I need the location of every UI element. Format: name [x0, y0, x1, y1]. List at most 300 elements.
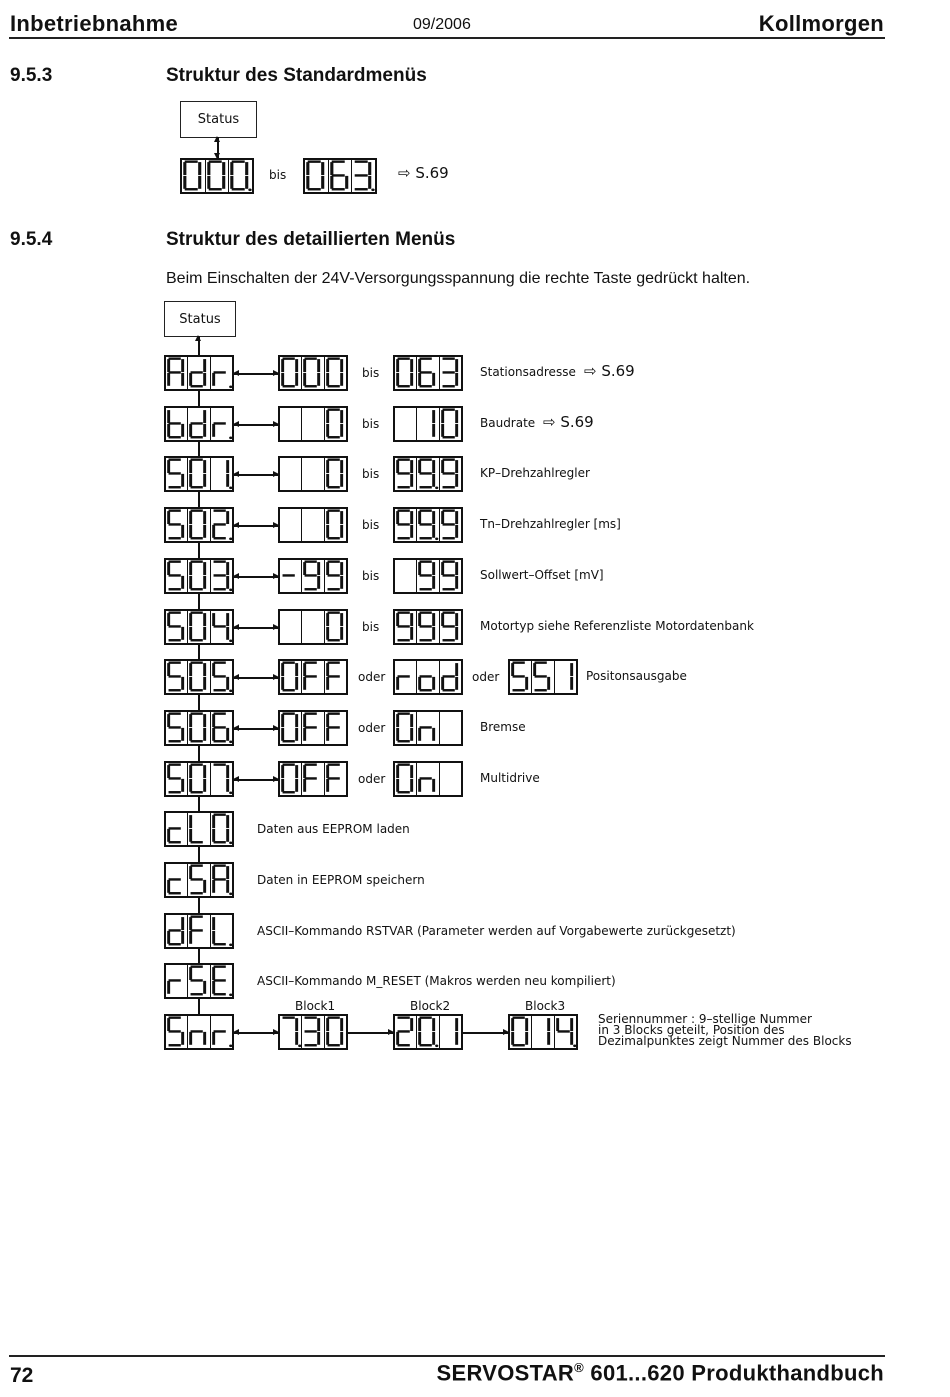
- display-digit: [395, 509, 417, 541]
- digit-glyph: [440, 357, 461, 389]
- serial-description: Seriennummer : 9–stellige Nummer: [598, 1012, 812, 1026]
- display-digit: [211, 864, 232, 896]
- display-digit: [211, 712, 232, 744]
- display-digit: [166, 1016, 188, 1048]
- page-reference: ⇨ S.69: [398, 164, 449, 182]
- decimal-point: [372, 188, 375, 191]
- display-digit: [211, 965, 232, 997]
- display-digit: [440, 560, 461, 592]
- display-digit: [440, 661, 461, 693]
- digit-glyph: [280, 509, 301, 541]
- footer-rule: [9, 1355, 885, 1357]
- digit-glyph: [440, 509, 461, 541]
- display-digit: [302, 357, 324, 389]
- digit-glyph: [188, 965, 209, 997]
- display-digit: [188, 763, 210, 795]
- option-connector: oder: [472, 670, 500, 684]
- decimal-point: [229, 1044, 232, 1047]
- display-digit: [325, 408, 346, 440]
- decimal-point: [229, 436, 232, 439]
- digit-glyph: [395, 1016, 416, 1048]
- display-digit: [325, 560, 346, 592]
- digit-glyph: [166, 813, 187, 845]
- parameter-code-display: [164, 1014, 234, 1050]
- footer-manual-name: 601...620 Produkthandbuch: [584, 1360, 884, 1386]
- digit-glyph: [211, 611, 232, 643]
- connector-line: [234, 627, 278, 629]
- parameter-label: Motortyp siehe Referenzliste Motordatenbank: [480, 619, 754, 633]
- display-digit: [211, 661, 232, 693]
- display-digit: [302, 458, 324, 490]
- display-digit: [280, 611, 302, 643]
- range-connector: bis: [362, 518, 380, 532]
- parameter-code-display: [164, 761, 234, 797]
- display-digit: [211, 813, 232, 845]
- menu-start-display: [180, 158, 254, 194]
- display-digit: [166, 509, 188, 541]
- section-title: Struktur des detaillierten Menüs: [166, 229, 456, 250]
- parameter-code-display: [164, 609, 234, 645]
- display-digit: [211, 611, 232, 643]
- display-digit: [302, 509, 324, 541]
- digit-glyph: [188, 661, 209, 693]
- decimal-point: [229, 639, 232, 642]
- value-display: [393, 710, 463, 746]
- digit-glyph: [211, 1016, 232, 1048]
- parameter-code-display: [164, 558, 234, 594]
- display-digit: [395, 357, 417, 389]
- display-digit: [302, 661, 324, 693]
- display-digit: [555, 1016, 576, 1048]
- display-digit: [417, 1016, 439, 1048]
- parameter-code-display: [164, 913, 234, 949]
- digit-glyph: [440, 763, 461, 795]
- parameter-code-display: [164, 456, 234, 492]
- digit-glyph: [211, 458, 232, 490]
- digit-glyph: [395, 509, 416, 541]
- display-digit: [510, 1016, 532, 1048]
- digit-glyph: [211, 509, 232, 541]
- digit-glyph: [532, 1016, 553, 1048]
- display-digit: [440, 611, 461, 643]
- status-box: Status: [180, 101, 257, 138]
- digit-glyph: [510, 1016, 531, 1048]
- digit-glyph: [440, 560, 461, 592]
- connector-line: [217, 137, 219, 158]
- display-digit: [206, 160, 230, 192]
- parameter-code-display: [164, 355, 234, 391]
- parameter-label: Positonsausgabe: [586, 669, 687, 683]
- status-box: Status: [164, 301, 236, 337]
- digit-glyph: [325, 408, 346, 440]
- digit-glyph: [555, 1016, 576, 1048]
- digit-glyph: [417, 458, 438, 490]
- connector-line: [348, 1032, 393, 1034]
- digit-glyph: [417, 509, 438, 541]
- digit-glyph: [188, 509, 209, 541]
- digit-glyph: [302, 661, 323, 693]
- digit-glyph: [325, 712, 346, 744]
- display-digit: [211, 509, 232, 541]
- digit-glyph: [211, 864, 232, 896]
- value-display: [278, 558, 348, 594]
- value-display: [278, 406, 348, 442]
- display-digit: [166, 712, 188, 744]
- parameter-label: KP–Drehzahlregler: [480, 466, 590, 480]
- display-digit: [188, 712, 210, 744]
- display-digit: [440, 408, 461, 440]
- connector-line: [234, 525, 278, 527]
- parameter-code-display: [164, 862, 234, 898]
- display-digit: [440, 712, 461, 744]
- display-digit: [188, 611, 210, 643]
- digit-glyph: [166, 712, 187, 744]
- display-digit: [555, 661, 576, 693]
- digit-glyph: [302, 408, 323, 440]
- digit-glyph: [188, 611, 209, 643]
- display-digit: [325, 611, 346, 643]
- digit-glyph: [211, 357, 232, 389]
- display-digit: [166, 357, 188, 389]
- decimal-point: [229, 841, 232, 844]
- digit-glyph: [280, 712, 301, 744]
- value-display: [393, 761, 463, 797]
- value-display: [508, 659, 578, 695]
- digit-glyph: [417, 611, 438, 643]
- display-digit: [280, 458, 302, 490]
- decimal-point: [229, 943, 232, 946]
- display-digit: [325, 458, 346, 490]
- value-display: [278, 609, 348, 645]
- connector-line: [234, 677, 278, 679]
- digit-glyph: [440, 1016, 461, 1048]
- display-digit: [280, 357, 302, 389]
- value-display: [393, 355, 463, 391]
- display-digit: [305, 160, 329, 192]
- digit-glyph: [417, 661, 438, 693]
- parameter-code-display: [164, 406, 234, 442]
- display-digit: [417, 509, 439, 541]
- parameter-code-display: [164, 811, 234, 847]
- display-digit: [395, 560, 417, 592]
- display-digit: [166, 813, 188, 845]
- digit-glyph: [188, 763, 209, 795]
- display-digit: [325, 661, 346, 693]
- display-digit: [417, 357, 439, 389]
- digit-glyph: [188, 560, 209, 592]
- digit-glyph: [211, 763, 232, 795]
- digit-glyph: [305, 160, 328, 192]
- display-digit: [395, 661, 417, 693]
- digit-glyph: [302, 763, 323, 795]
- decimal-point: [229, 892, 232, 895]
- decimal-point: [298, 1044, 301, 1047]
- display-digit: [325, 357, 346, 389]
- digit-glyph: [166, 408, 187, 440]
- block-label: Block2: [410, 999, 451, 1013]
- digit-glyph: [395, 712, 416, 744]
- digit-glyph: [166, 763, 187, 795]
- digit-glyph: [188, 712, 209, 744]
- footer-product-name: SERVOSTAR: [436, 1360, 575, 1386]
- range-connector: bis: [362, 569, 380, 583]
- display-digit: [280, 712, 302, 744]
- digit-glyph: [188, 813, 209, 845]
- digit-glyph: [325, 1016, 346, 1048]
- intro-paragraph: Beim Einschalten der 24V-Versorgungsspannung die rechte Taste gedrückt halten.: [166, 270, 751, 287]
- serial-block-display: [393, 1014, 463, 1050]
- value-display: [278, 710, 348, 746]
- display-digit: [280, 763, 302, 795]
- digit-glyph: [166, 965, 187, 997]
- digit-glyph: [166, 357, 187, 389]
- display-digit: [211, 357, 232, 389]
- display-digit: [325, 763, 346, 795]
- connector-line: [234, 1032, 278, 1034]
- digit-glyph: [211, 408, 232, 440]
- digit-glyph: [325, 509, 346, 541]
- digit-glyph: [211, 965, 232, 997]
- parameter-label: Bremse: [480, 720, 526, 734]
- parameter-code-display: [164, 710, 234, 746]
- header-company: Kollmorgen: [758, 11, 884, 36]
- digit-glyph: [352, 160, 375, 192]
- digit-glyph: [417, 408, 438, 440]
- digit-glyph: [166, 560, 187, 592]
- page-reference: ⇨ S.69: [543, 413, 594, 431]
- display-digit: [302, 763, 324, 795]
- parameter-label: Daten in EEPROM speichern: [257, 873, 425, 887]
- display-digit: [229, 160, 252, 192]
- range-connector: bis: [362, 620, 380, 634]
- header-date: 09/2006: [413, 16, 471, 33]
- digit-glyph: [280, 560, 301, 592]
- serial-description: in 3 Blocks geteilt, Position des: [598, 1023, 785, 1037]
- block-label: Block3: [525, 999, 566, 1013]
- decimal-point: [229, 537, 232, 540]
- digit-glyph: [302, 357, 323, 389]
- display-digit: [395, 458, 417, 490]
- digit-glyph: [440, 458, 461, 490]
- display-digit: [211, 915, 232, 947]
- decimal-point: [249, 188, 252, 191]
- digit-glyph: [417, 357, 438, 389]
- display-digit: [188, 458, 210, 490]
- digit-glyph: [280, 458, 301, 490]
- digit-glyph: [188, 1016, 209, 1048]
- value-display: [393, 558, 463, 594]
- digit-glyph: [395, 661, 416, 693]
- parameter-label: ASCII–Kommando RSTVAR (Parameter werden auf Vorgabewerte zurückgesetzt): [257, 924, 736, 938]
- digit-glyph: [510, 661, 531, 693]
- digit-glyph: [417, 1016, 438, 1048]
- display-digit: [440, 357, 461, 389]
- digit-glyph: [188, 458, 209, 490]
- digit-glyph: [395, 560, 416, 592]
- parameter-label: Sollwert–Offset [mV]: [480, 568, 604, 582]
- value-display: [393, 456, 463, 492]
- display-digit: [188, 509, 210, 541]
- digit-glyph: [280, 763, 301, 795]
- digit-glyph: [302, 509, 323, 541]
- digit-glyph: [280, 1016, 301, 1048]
- digit-glyph: [395, 408, 416, 440]
- digit-glyph: [182, 160, 205, 192]
- parameter-code-display: [164, 659, 234, 695]
- block-label: Block1: [295, 999, 336, 1013]
- display-digit: [417, 408, 439, 440]
- connector-line: [234, 728, 278, 730]
- display-digit: [211, 1016, 232, 1048]
- digit-glyph: [325, 560, 346, 592]
- range-connector: bis: [362, 467, 380, 481]
- connector-line: [463, 1032, 508, 1034]
- digit-glyph: [440, 611, 461, 643]
- digit-glyph: [211, 813, 232, 845]
- display-digit: [440, 458, 461, 490]
- display-digit: [188, 965, 210, 997]
- digit-glyph: [325, 458, 346, 490]
- header-rule: [9, 37, 885, 39]
- display-digit: [280, 1016, 302, 1048]
- digit-glyph: [188, 408, 209, 440]
- display-digit: [211, 763, 232, 795]
- digit-glyph: [280, 408, 301, 440]
- display-digit: [188, 813, 210, 845]
- digit-glyph: [211, 661, 232, 693]
- serial-block-display: [508, 1014, 578, 1050]
- display-digit: [532, 661, 554, 693]
- digit-glyph: [166, 915, 187, 947]
- digit-glyph: [302, 611, 323, 643]
- display-digit: [417, 611, 439, 643]
- digit-glyph: [280, 357, 301, 389]
- parameter-code-display: [164, 507, 234, 543]
- display-digit: [188, 560, 210, 592]
- parameter-label: Baudrate: [480, 416, 536, 430]
- display-digit: [280, 509, 302, 541]
- display-digit: [417, 661, 439, 693]
- display-digit: [166, 864, 188, 896]
- footer-manual-title: [437, 1360, 884, 1386]
- digit-glyph: [211, 560, 232, 592]
- display-digit: [280, 661, 302, 693]
- display-digit: [329, 160, 353, 192]
- value-display: [393, 406, 463, 442]
- display-digit: [211, 560, 232, 592]
- digit-glyph: [417, 560, 438, 592]
- display-digit: [166, 408, 188, 440]
- digit-glyph: [395, 763, 416, 795]
- display-digit: [166, 611, 188, 643]
- decimal-point: [229, 385, 232, 388]
- display-digit: [188, 1016, 210, 1048]
- digit-glyph: [395, 458, 416, 490]
- digit-glyph: [440, 408, 461, 440]
- page-number: 72: [10, 1364, 34, 1387]
- value-display: [278, 355, 348, 391]
- display-digit: [166, 965, 188, 997]
- range-connector: bis: [362, 417, 380, 431]
- display-digit: [166, 458, 188, 490]
- display-digit: [440, 509, 461, 541]
- section-title: Struktur des Standardmenüs: [166, 65, 427, 86]
- digit-glyph: [329, 160, 352, 192]
- display-digit: [440, 1016, 461, 1048]
- display-digit: [325, 509, 346, 541]
- display-digit: [325, 1016, 346, 1048]
- digit-glyph: [302, 560, 323, 592]
- parameter-label: Daten aus EEPROM laden: [257, 822, 410, 836]
- value-display: [393, 659, 463, 695]
- digit-glyph: [302, 458, 323, 490]
- connector-line: [234, 373, 278, 375]
- decimal-point: [229, 689, 232, 692]
- registered-mark: ®: [574, 1360, 584, 1375]
- decimal-point: [435, 486, 438, 489]
- value-display: [393, 507, 463, 543]
- digit-glyph: [166, 864, 187, 896]
- section-number: 9.5.4: [10, 229, 53, 250]
- range-connector: bis: [362, 366, 380, 380]
- digit-glyph: [417, 763, 438, 795]
- decimal-point: [435, 1044, 438, 1047]
- digit-glyph: [302, 1016, 323, 1048]
- digit-glyph: [440, 712, 461, 744]
- digit-glyph: [166, 458, 187, 490]
- digit-glyph: [395, 357, 416, 389]
- digit-glyph: [188, 864, 209, 896]
- digit-glyph: [325, 357, 346, 389]
- display-digit: [302, 712, 324, 744]
- parameter-label: Stationsadresse: [480, 365, 576, 379]
- display-digit: [280, 408, 302, 440]
- decimal-point: [229, 740, 232, 743]
- display-digit: [532, 1016, 554, 1048]
- display-digit: [188, 661, 210, 693]
- display-digit: [395, 611, 417, 643]
- decimal-point: [229, 486, 232, 489]
- display-digit: [417, 458, 439, 490]
- digit-glyph: [211, 915, 232, 947]
- display-digit: [440, 763, 461, 795]
- digit-glyph: [440, 661, 461, 693]
- parameter-label: ASCII–Kommando M_RESET (Makros werden neu kompiliert): [257, 974, 616, 988]
- digit-glyph: [188, 357, 209, 389]
- display-digit: [417, 763, 439, 795]
- display-digit: [188, 915, 210, 947]
- digit-glyph: [166, 661, 187, 693]
- display-digit: [395, 763, 417, 795]
- parameter-code-display: [164, 963, 234, 999]
- connector-line: [234, 474, 278, 476]
- decimal-point: [229, 588, 232, 591]
- parameter-label: Tn–Drehzahlregler [ms]: [480, 517, 621, 531]
- display-digit: [211, 408, 232, 440]
- display-digit: [352, 160, 375, 192]
- display-digit: [188, 864, 210, 896]
- digit-glyph: [166, 611, 187, 643]
- digit-glyph: [211, 712, 232, 744]
- digit-glyph: [532, 661, 553, 693]
- menu-end-display: [303, 158, 377, 194]
- digit-glyph: [417, 712, 438, 744]
- digit-glyph: [280, 611, 301, 643]
- serial-block-display: [278, 1014, 348, 1050]
- parameter-label: Multidrive: [480, 771, 540, 785]
- value-display: [278, 456, 348, 492]
- range-connector: bis: [269, 168, 287, 182]
